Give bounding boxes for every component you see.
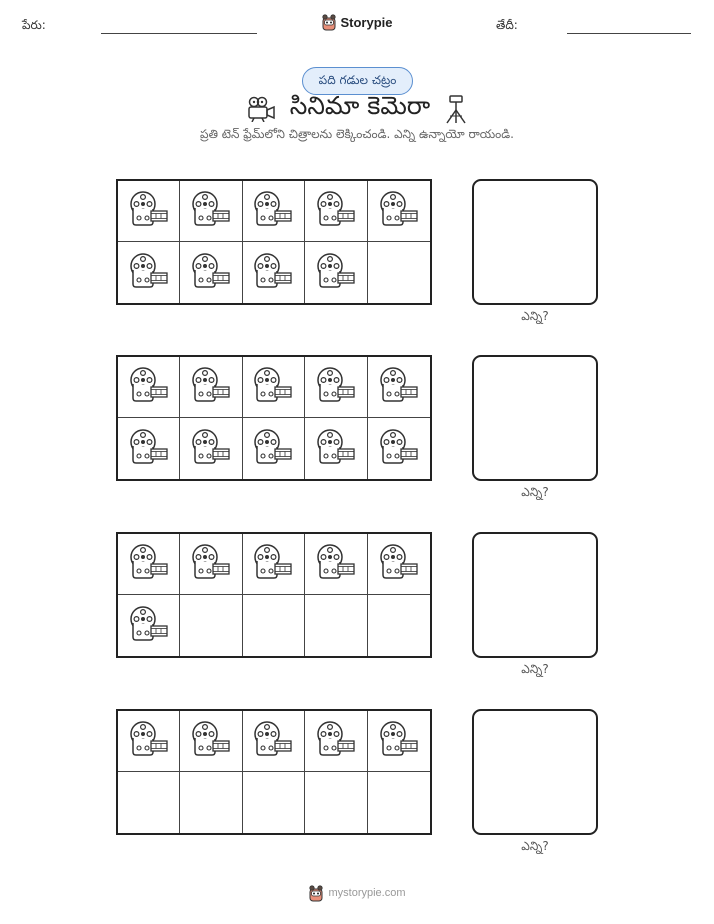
ten-frame — [116, 179, 432, 305]
film-reel-icon — [379, 427, 419, 471]
ten-frame-cell — [243, 181, 305, 242]
ten-frame-cell — [305, 242, 367, 303]
ten-frame-cell — [305, 711, 367, 772]
film-reel-icon — [316, 427, 356, 471]
date-label: తేదీ: — [496, 18, 518, 32]
film-reel-icon — [191, 719, 231, 763]
ten-frame-cell — [180, 357, 242, 418]
name-label: పేరు: — [22, 18, 46, 32]
film-reel-icon — [129, 719, 169, 763]
film-reel-icon — [316, 251, 356, 295]
topic-badge: పది గడుల చట్రం — [302, 67, 413, 95]
film-reel-icon — [253, 427, 293, 471]
mascot-icon — [308, 884, 324, 902]
ten-frame-cell — [243, 772, 305, 833]
ten-frame-cell — [243, 357, 305, 418]
ten-frame-cell — [368, 418, 430, 479]
film-reel-icon — [129, 365, 169, 409]
ten-frame-cell — [118, 357, 180, 418]
footer — [0, 884, 714, 902]
film-reel-icon — [253, 365, 293, 409]
film-reel-icon — [379, 365, 419, 409]
answer-label: ఎన్ని? — [521, 662, 549, 676]
answer-label: ఎన్ని? — [521, 839, 549, 853]
title-row — [0, 90, 714, 128]
ten-frame-cell — [305, 595, 367, 656]
ten-frame-cell — [305, 418, 367, 479]
ten-frame — [116, 709, 432, 835]
ten-frame-cell — [305, 772, 367, 833]
ten-frame-cell — [305, 534, 367, 595]
ten-frame-cell — [368, 595, 430, 656]
film-reel-icon — [191, 189, 231, 233]
film-reel-icon — [253, 189, 293, 233]
film-reel-icon — [129, 189, 169, 233]
film-reel-icon — [191, 427, 231, 471]
ten-frame — [116, 532, 432, 658]
film-reel-icon — [191, 365, 231, 409]
film-reel-icon — [129, 604, 169, 648]
answer-label: ఎన్ని? — [521, 309, 549, 323]
film-reel-icon — [316, 542, 356, 586]
answer-box[interactable] — [472, 355, 598, 481]
film-reel-icon — [379, 719, 419, 763]
film-reel-icon — [379, 189, 419, 233]
name-field[interactable] — [101, 33, 257, 34]
film-reel-icon — [316, 365, 356, 409]
ten-frame-cell — [180, 242, 242, 303]
movie-camera-icon — [246, 96, 276, 122]
date-field[interactable] — [567, 33, 691, 34]
ten-frame-cell — [180, 772, 242, 833]
answer-box[interactable] — [472, 532, 598, 658]
ten-frame-cell — [243, 711, 305, 772]
ten-frame-cell — [243, 534, 305, 595]
film-reel-icon — [316, 189, 356, 233]
footer-url: mystorypie.com — [328, 887, 406, 899]
answer-label: ఎన్ని? — [521, 485, 549, 499]
ten-frame-cell — [243, 595, 305, 656]
brand-logo — [0, 13, 714, 31]
ten-frame-cell — [368, 357, 430, 418]
ten-frame-cell — [118, 242, 180, 303]
ten-frame-cell — [368, 534, 430, 595]
ten-frame-cell — [368, 711, 430, 772]
ten-frame-cell — [368, 181, 430, 242]
ten-frame-cell — [305, 181, 367, 242]
answer-box[interactable] — [472, 709, 598, 835]
ten-frame-cell — [118, 534, 180, 595]
ten-frame-cell — [243, 418, 305, 479]
film-reel-icon — [129, 251, 169, 295]
ten-frame-cell — [118, 772, 180, 833]
ten-frame-cell — [243, 242, 305, 303]
ten-frame-cell — [118, 418, 180, 479]
page-title: సినిమా కెమెరా — [289, 91, 431, 120]
answer-box[interactable] — [472, 179, 598, 305]
film-reel-icon — [253, 251, 293, 295]
brand-name: Storypie — [340, 14, 393, 30]
ten-frame-cell — [180, 418, 242, 479]
ten-frame-cell — [118, 181, 180, 242]
ten-frame-cell — [368, 772, 430, 833]
instructions: ప్రతి టెన్ ఫ్రేమ్‌లోని చిత్రాలను లెక్కించండి. ఎన్ని ఉన్నాయో రాయండి. — [200, 127, 514, 141]
ten-frame-cell — [180, 595, 242, 656]
ten-frame-cell — [180, 711, 242, 772]
ten-frame-cell — [368, 242, 430, 303]
ten-frame — [116, 355, 432, 481]
film-reel-icon — [253, 719, 293, 763]
ten-frame-cell — [118, 711, 180, 772]
film-reel-icon — [191, 542, 231, 586]
film-reel-icon — [316, 719, 356, 763]
film-reel-icon — [253, 542, 293, 586]
film-reel-icon — [379, 542, 419, 586]
film-reel-icon — [129, 427, 169, 471]
ten-frame-cell — [118, 595, 180, 656]
film-reel-icon — [129, 542, 169, 586]
ten-frame-cell — [180, 534, 242, 595]
mascot-icon — [321, 13, 337, 31]
film-reel-icon — [191, 251, 231, 295]
ten-frame-cell — [180, 181, 242, 242]
ten-frame-cell — [305, 357, 367, 418]
camera-tripod-icon — [444, 94, 468, 124]
